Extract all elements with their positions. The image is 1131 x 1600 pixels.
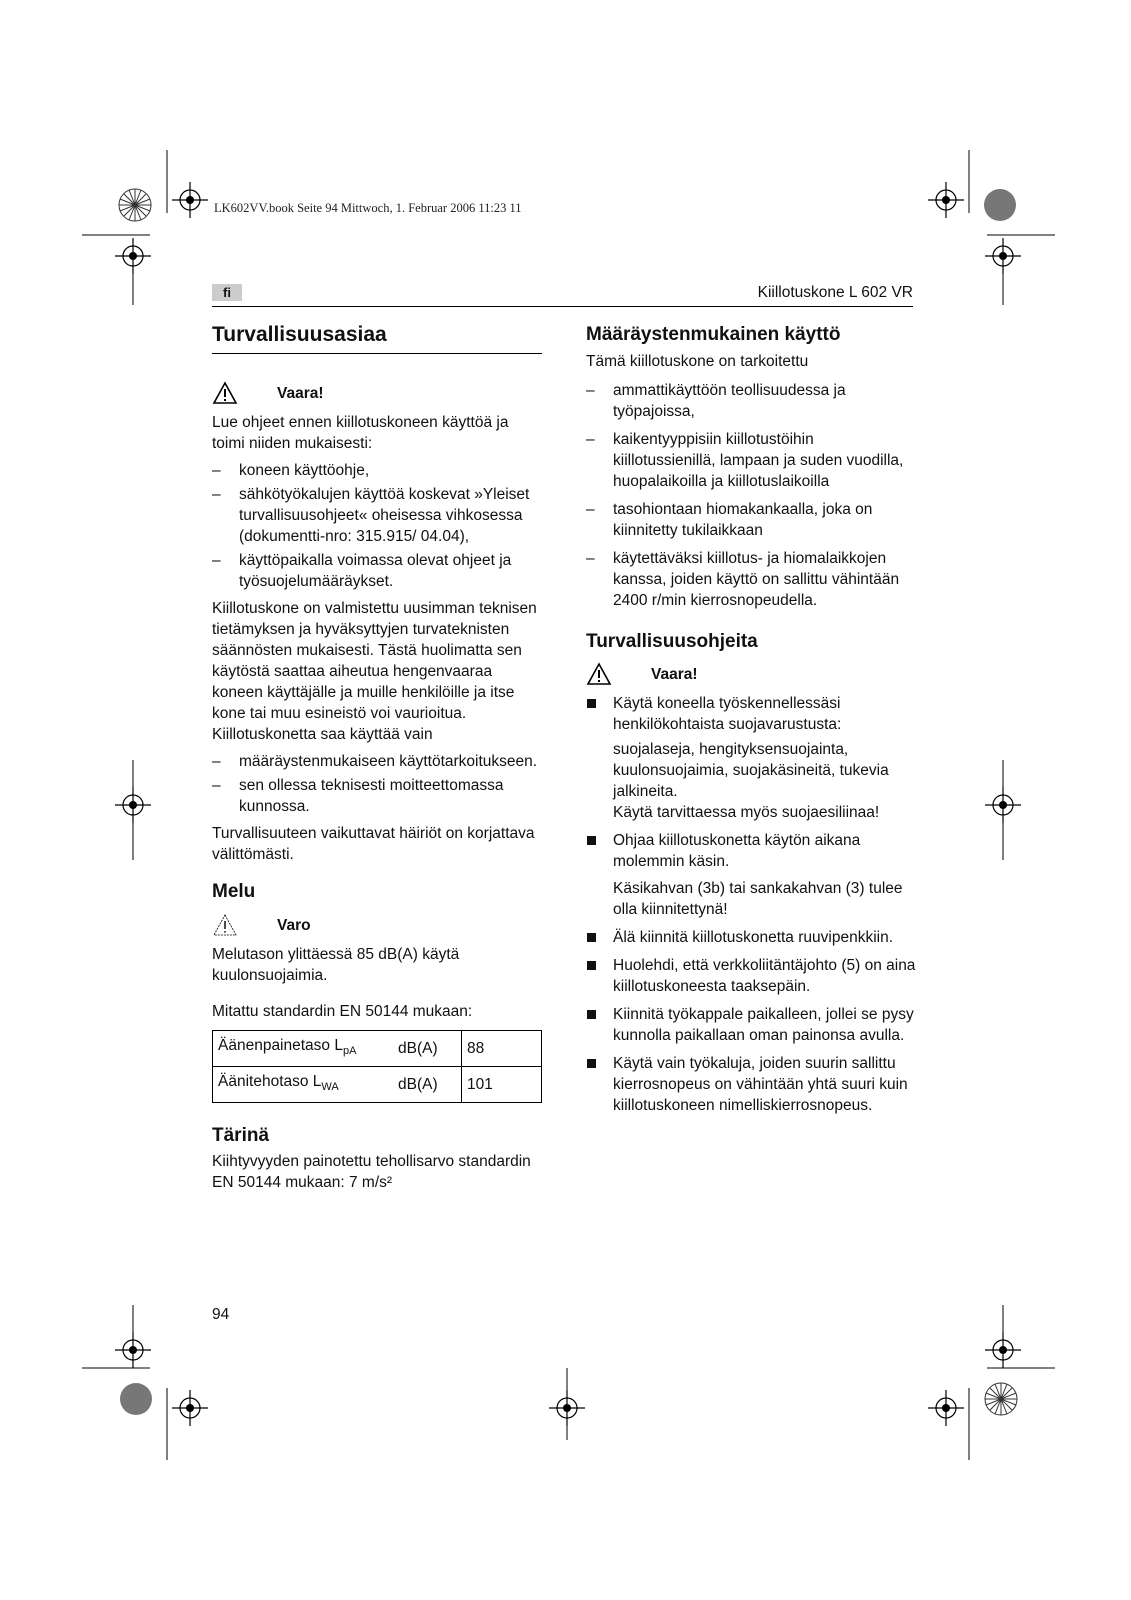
list-item: – sähkötyökalujen käyttöä koskevat »Yleiset turvallisuusohjeet« oheisessa vihkosessa (dokumentti-nro: 315.915/ 04.04),: [212, 484, 542, 547]
caution-notice: [212, 912, 542, 938]
conditions-list: [212, 751, 542, 817]
body-paragraph: Kiillotuskone on valmistettu uusimman teknisen tietämyksen ja hyväksyttyjen turvateknisten säännösten mukaisesti. Tästä huolimatta sen käytöstä saattaa aiheutua hengenvaaraa koneen käyttäjälle ja muille henkilöille ja itse kone tai muu esineistö voi vaurioitua. Kiillotuskonetta saa käyttää vain: [212, 600, 537, 743]
left-column: [212, 318, 542, 1193]
list-item: – sen ollessa teknisesti moitteettomassa kunnossa.: [212, 775, 542, 817]
danger-notice: [586, 661, 916, 687]
square-bullet-icon: [587, 1059, 596, 1068]
header-rule: [212, 306, 913, 307]
warning-triangle-icon: [586, 662, 612, 686]
square-bullet-icon: [587, 933, 596, 942]
intended-use-intro: Tämä kiillotuskone on tarkoitettu: [586, 353, 809, 370]
warning-triangle-icon: [212, 381, 238, 405]
intro-list: [212, 460, 542, 592]
caution-triangle-icon: [212, 913, 238, 937]
page-number: 94: [212, 1306, 230, 1323]
print-job-line: LK602VV.book Seite 94 Mittwoch, 1. Februar 2006 11:23 11: [214, 201, 522, 215]
table-cell-value: 88: [462, 1031, 542, 1067]
list-item: Käytä koneella työskennellessäsi henkilökohtaista suojavarustusta: suojalaseja, hengityksensuojainta, kuulonsuojaimia, suojakäsineitä, tukevia jalkineita. Käytä tarvittaessa myös suojaesiliinaa!: [586, 693, 916, 823]
square-bullet-icon: [587, 1010, 596, 1019]
section-title-safety: Turvallisuusasiaa: [212, 322, 542, 354]
list-item: – koneen käyttöohje,: [212, 460, 542, 481]
section-title-safety-instructions: Turvallisuusohjeita: [586, 631, 758, 652]
vibration-text: Kiihtyvyyden painotettu tehollisarvo standardin EN 50144 mukaan: 7 m/s²: [212, 1153, 531, 1191]
table-row: [213, 1031, 542, 1067]
table-cell-label: Äänenpainetaso $L_{pA}$: [213, 1031, 394, 1067]
list-item: Käytä vain työkaluja, joiden suurin sallittu kierrosnopeus on vähintään yhtä suuri kuin kiillotuskoneen nimelliskierrosnopeus.: [586, 1053, 916, 1116]
list-item: – tasohiontaan hiomakankaalla, joka on kiinnitetty tukilaikkaan: [586, 499, 916, 541]
table-cell-unit: dB(A): [393, 1031, 462, 1067]
list-item: Huolehdi, että verkkoliitäntäjohto (5) on aina kiillotuskoneesta taaksepäin.: [586, 955, 916, 997]
list-item: – käytettäväksi kiillotus- ja hiomalaikkojen kanssa, joiden käyttö on sallittu vähintään 2400 r/min kierrosnopeudella.: [586, 548, 916, 611]
list-item: – käyttöpaikalla voimassa olevat ohjeet ja työsuojelumääräykset.: [212, 550, 542, 592]
list-item: – määräystenmukaiseen käyttötarkoitukseen.: [212, 751, 542, 772]
running-header-title: Kiillotuskone L 602 VR: [757, 284, 913, 301]
table-cell-label: Äänitehotaso $L_{WA}$: [213, 1067, 394, 1103]
danger-notice: [212, 380, 542, 406]
list-item: Ohjaa kiillotuskonetta käytön aikana molemmin käsin. Käsikahvan (3b) tai sankakahvan (3) tulee olla kiinnitettynä!: [586, 830, 916, 920]
safety-list: [586, 693, 916, 1116]
table-row: [213, 1067, 542, 1103]
noise-text: Melutason ylittäessä 85 dB(A) käytä kuulonsuojaimia.: [212, 946, 460, 984]
noise-measured: Mitattu standardin EN 50144 mukaan:: [212, 1003, 473, 1020]
danger-label: Vaara!: [277, 384, 324, 402]
table-cell-value: 101: [462, 1067, 542, 1103]
section-title-vibration: Tärinä: [212, 1125, 270, 1146]
intro-text: Lue ohjeet ennen kiillotuskoneen käyttöä ja toimi niiden mukaisesti:: [212, 414, 509, 452]
list-item: Älä kiinnitä kiillotuskonetta ruuvipenkkiin.: [586, 927, 916, 948]
intended-use-list: [586, 380, 916, 611]
square-bullet-icon: [587, 961, 596, 970]
closing-paragraph: Turvallisuuteen vaikuttavat häiriöt on korjattava välittömästi.: [212, 825, 535, 863]
noise-table: [212, 1030, 542, 1103]
caution-label: Varo: [277, 916, 311, 934]
right-column: [586, 318, 916, 1116]
square-bullet-icon: [587, 836, 596, 845]
list-item: Kiinnitä työkappale paikalleen, jollei se pysy kunnolla paikallaan oman painonsa avulla.: [586, 1004, 916, 1046]
language-badge: fi: [212, 284, 242, 301]
section-title-intended-use: Määräystenmukainen käyttö: [586, 324, 841, 345]
table-cell-unit: dB(A): [393, 1067, 462, 1103]
list-item: – ammattikäyttöön teollisuudessa ja työpajoissa,: [586, 380, 916, 422]
list-item: – kaikentyyppisiin kiillotustöihin kiillotussienillä, lampaan ja suden vuodilla, huopalaikoilla ja kiillotuslaikoilla: [586, 429, 916, 492]
danger-label: Vaara!: [651, 665, 698, 683]
square-bullet-icon: [587, 699, 596, 708]
section-title-noise: Melu: [212, 881, 256, 902]
